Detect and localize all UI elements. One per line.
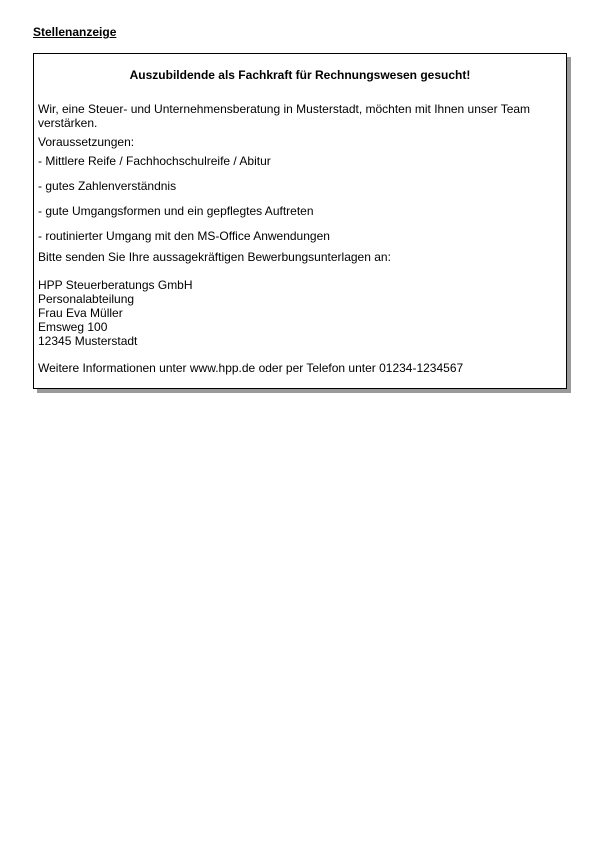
- job-ad-box: [33, 53, 567, 389]
- requirement-item: - gute Umgangsformen und ein gepflegtes Auftreten: [38, 204, 314, 218]
- postal-address: [38, 278, 193, 348]
- requirement-item: - Mittlere Reife / Fachhochschulreife / Abitur: [38, 154, 271, 168]
- requirement-item: - routinierter Umgang mit den MS-Office Anwendungen: [38, 229, 330, 243]
- address-city: 12345 Musterstadt: [38, 334, 138, 348]
- page-title: Stellenanzeige: [33, 25, 117, 39]
- job-ad-intro: Wir, eine Steuer- und Unternehmensberatung in Musterstadt, möchten mit Ihnen unser Team verstärken.: [38, 102, 531, 130]
- address-department: Personalabteilung: [38, 292, 135, 306]
- job-ad-title: Auszubildende als Fachkraft für Rechnungswesen gesucht!: [129, 68, 471, 82]
- address-street: Emsweg 100: [38, 320, 108, 334]
- requirements-heading: Voraussetzungen:: [38, 135, 135, 149]
- requirement-item: - gutes Zahlenverständnis: [38, 179, 177, 193]
- requirements-list: [38, 154, 330, 243]
- address-contact-person: Frau Eva Müller: [38, 306, 123, 320]
- application-request: Bitte senden Sie Ihre aussagekräftigen Bewerbungsunterlagen an:: [38, 250, 391, 264]
- more-info-line: Weitere Informationen unter www.hpp.de oder per Telefon unter 01234-1234567: [38, 361, 464, 375]
- address-company: HPP Steuerberatungs GmbH: [38, 278, 193, 292]
